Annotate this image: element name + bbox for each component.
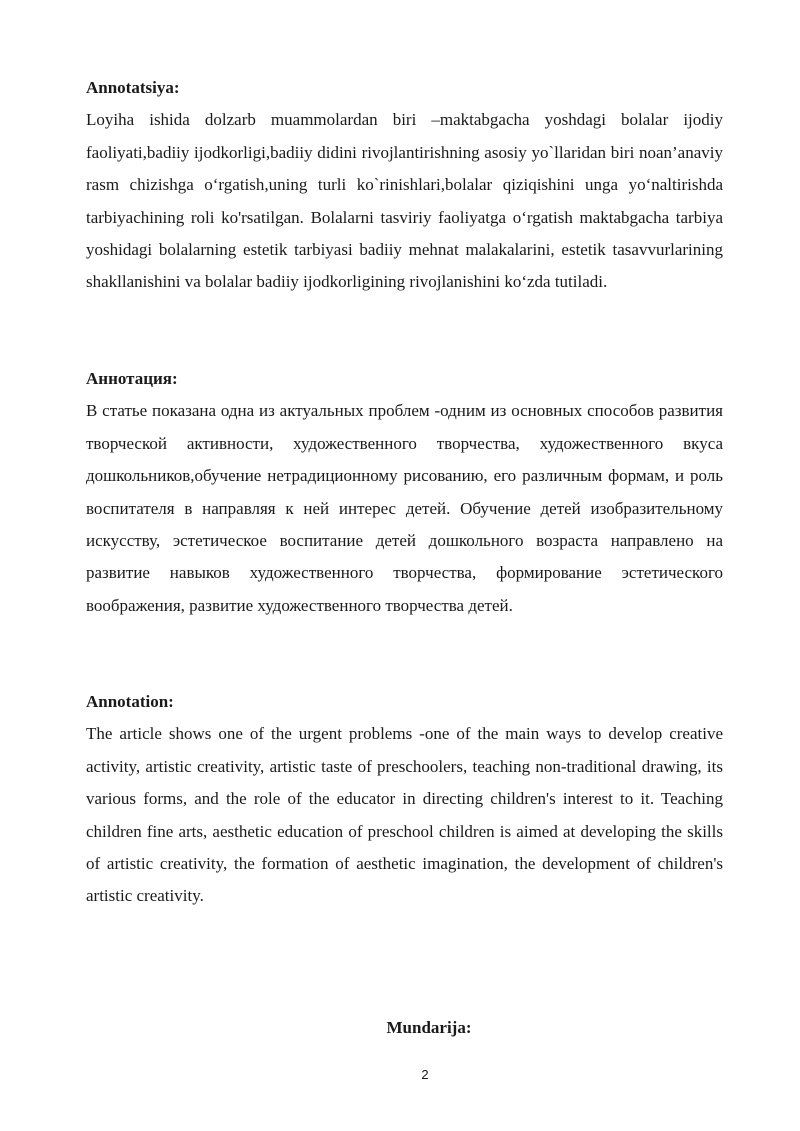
- section-paragraph: Loyiha ishida dolzarb muammolardan biri –maktabgacha yoshdagi bolalar ijodiy faoliyati,badiiy ijodkorligi,badiiy didini rivojlantirishning asosiy yo`llaridan biri noan’anaviy rasm chizishga oʻrgatish,uning turli ko`rinishlari,bolalar qiziqishini unga yoʻnaltirishda tarbiyachining roli ko'rsatilgan. Bolalarni tasviriy faoliyatga oʻrgatish maktabgacha tarbiya yoshidagi bolalarning estetik tarbiyasi badiiy mehnat malakalarini, estetik tasavvurlarining shakllanishini va bolalar badiiy ijodkorligining rivojlanishini koʻzda tutiladi.: [86, 110, 723, 292]
- annotation-uzbek: [86, 72, 723, 299]
- table-of-contents-title: Mundarija:: [386, 1018, 472, 1037]
- section-heading: Annotation:: [86, 692, 174, 711]
- page-number: 2: [421, 1067, 429, 1082]
- annotation-russian: [86, 363, 723, 622]
- section-paragraph: The article shows one of the urgent problems -one of the main ways to develop creative activity, artistic creativity, artistic taste of preschoolers, teaching non-traditional drawing, its various forms, and the role of the educator in directing children's interest to it. Teaching children fine arts, aesthetic education of preschool children is aimed at developing the skills of artistic creativity, the formation of aesthetic imagination, the development of children's artistic creativity.: [86, 724, 723, 906]
- section-paragraph: В статье показана одна из актуальных проблем -одним из основных способов развития творческой активности, художественного творчества, художественного вкуса дошкольников,обучение нетрадиционному рисованию, его различным формам, и роль воспитателя в направляя к ней интерес детей. Обучение детей изобразительному искусству, эстетическое воспитание детей дошкольного возраста направлено на развитие навыков художественного творчества, формирование эстетического воображения, развитие художественного творчества детей.: [86, 401, 723, 615]
- section-heading: Annotatsiya:: [86, 78, 180, 97]
- section-heading: Аннотация:: [86, 369, 178, 388]
- annotation-english: [86, 686, 723, 913]
